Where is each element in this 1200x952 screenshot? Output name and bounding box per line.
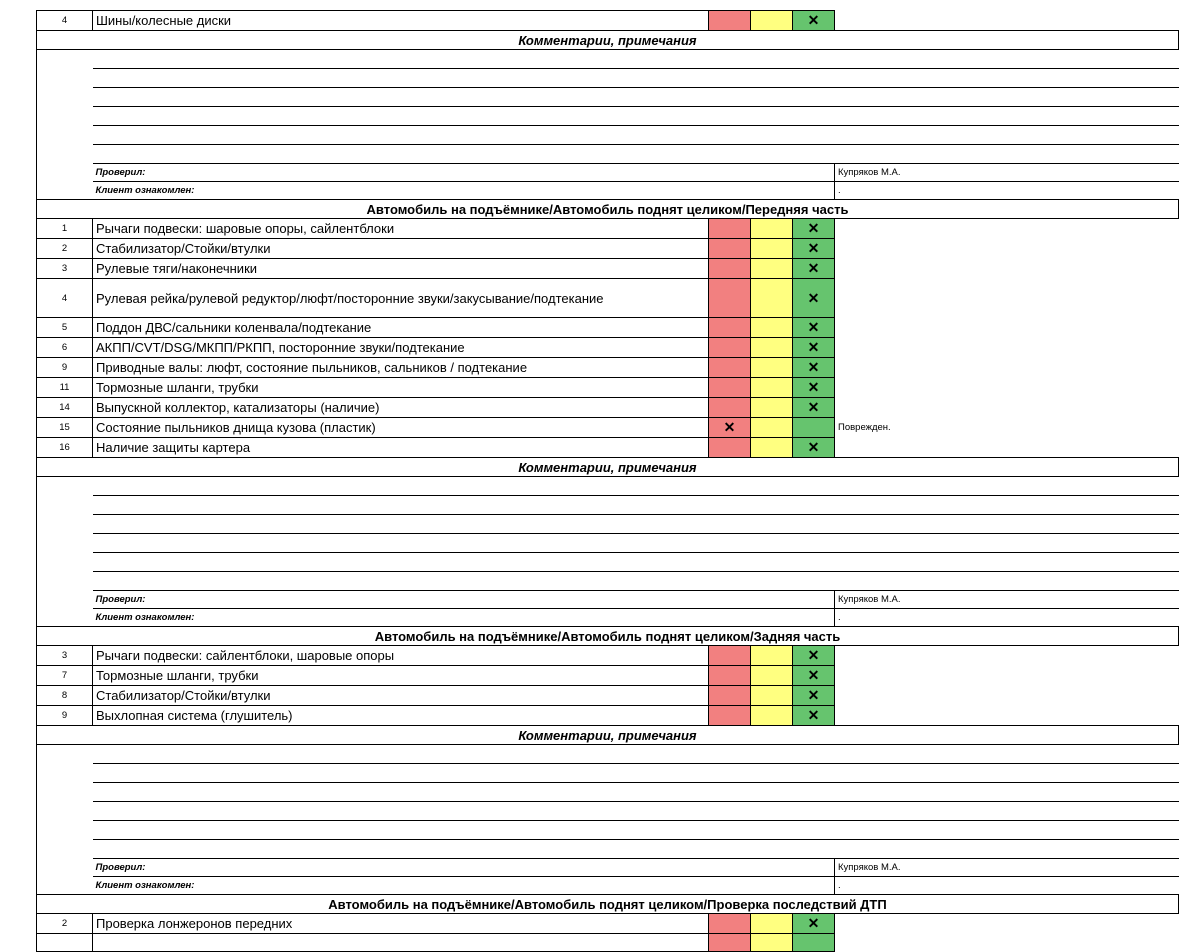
item-label: Шины/колесные диски [93, 11, 709, 31]
check-mark-icon: ✕ [793, 358, 835, 378]
comment-line [37, 126, 1179, 145]
item-number: 2 [37, 239, 93, 259]
comment-line [37, 745, 1179, 764]
status-red-cell [709, 934, 751, 952]
status-yellow-cell [751, 398, 793, 418]
checklist-row [37, 338, 1179, 358]
comment-input-line [93, 572, 1179, 591]
status-yellow-cell [751, 706, 793, 726]
section-header-row [37, 627, 1179, 646]
checklist-row [37, 11, 1179, 31]
status-red-cell [709, 438, 751, 458]
item-number: 3 [37, 259, 93, 279]
item-note [835, 239, 1179, 259]
status-yellow-cell [751, 318, 793, 338]
checklist-row [37, 438, 1179, 458]
status-yellow-cell [751, 646, 793, 666]
item-label: Выхлопная система (глушитель) [93, 706, 709, 726]
comments-header-row [37, 726, 1179, 745]
checked-by-label: Проверил: [93, 859, 835, 877]
comment-margin [37, 553, 93, 572]
comment-line [37, 821, 1179, 840]
item-number [37, 934, 93, 952]
status-red-cell [709, 398, 751, 418]
status-red-cell [709, 259, 751, 279]
comment-line [37, 764, 1179, 783]
check-mark-icon: ✕ [793, 666, 835, 686]
comment-margin [37, 126, 93, 145]
item-note [835, 11, 1179, 31]
check-mark-icon: ✕ [793, 239, 835, 259]
section-title: Автомобиль на подъёмнике/Автомобиль поднят целиком/Задняя часть [37, 627, 1179, 646]
inspection-table [36, 10, 1179, 952]
comment-line [37, 802, 1179, 821]
checklist-row [37, 259, 1179, 279]
status-yellow-cell [751, 239, 793, 259]
item-number: 9 [37, 706, 93, 726]
item-note [835, 914, 1179, 934]
comments-header-row [37, 458, 1179, 477]
section-header-row [37, 895, 1179, 914]
checked-by-value: Купряков М.А. [835, 164, 1179, 182]
status-red-cell [709, 358, 751, 378]
item-note [835, 219, 1179, 239]
comment-margin [37, 764, 93, 783]
item-number: 2 [37, 914, 93, 934]
item-number: 16 [37, 438, 93, 458]
item-number: 4 [37, 11, 93, 31]
comment-line [37, 50, 1179, 69]
comment-margin [37, 572, 93, 591]
checklist-row [37, 686, 1179, 706]
comment-input-line [93, 88, 1179, 107]
item-note [835, 378, 1179, 398]
item-label: Стабилизатор/Стойки/втулки [93, 686, 709, 706]
check-mark-icon: ✕ [793, 398, 835, 418]
status-yellow-cell [751, 219, 793, 239]
section-title: Автомобиль на подъёмнике/Автомобиль поднят целиком/Проверка последствий ДТП [37, 895, 1179, 914]
comment-line [37, 496, 1179, 515]
item-label: Поддон ДВС/сальники коленвала/подтекание [93, 318, 709, 338]
status-green-cell [793, 934, 835, 952]
comment-input-line [93, 745, 1179, 764]
item-number: 6 [37, 338, 93, 358]
item-label: Рулевые тяги/наконечники [93, 259, 709, 279]
comment-line [37, 515, 1179, 534]
checklist-row [37, 706, 1179, 726]
item-note [835, 706, 1179, 726]
status-yellow-cell [751, 666, 793, 686]
comments-header: Комментарии, примечания [37, 31, 1179, 50]
checklist-row [37, 318, 1179, 338]
item-label: Выпускной коллектор, катализаторы (наличие) [93, 398, 709, 418]
comment-margin [37, 515, 93, 534]
status-red-cell [709, 378, 751, 398]
client-acknowledged-label: Клиент ознакомлен: [93, 877, 835, 895]
status-red-cell [709, 338, 751, 358]
status-yellow-cell [751, 934, 793, 952]
check-mark-icon: ✕ [793, 378, 835, 398]
comment-input-line [93, 553, 1179, 572]
comment-margin [37, 88, 93, 107]
item-note [835, 438, 1179, 458]
item-note [835, 398, 1179, 418]
comment-line [37, 534, 1179, 553]
section-title: Автомобиль на подъёмнике/Автомобиль поднят целиком/Передняя часть [37, 200, 1179, 219]
comment-line [37, 840, 1179, 859]
check-mark-icon: ✕ [793, 646, 835, 666]
comment-input-line [93, 821, 1179, 840]
item-number: 14 [37, 398, 93, 418]
item-label: Наличие защиты картера [93, 438, 709, 458]
item-label: Рычаги подвески: сайлентблоки, шаровые опоры [93, 646, 709, 666]
client-acknowledged-row [37, 877, 1179, 895]
status-red-cell [709, 239, 751, 259]
status-yellow-cell [751, 914, 793, 934]
comment-input-line [93, 840, 1179, 859]
comments-header: Комментарии, примечания [37, 726, 1179, 745]
comment-input-line [93, 802, 1179, 821]
comment-line [37, 477, 1179, 496]
status-yellow-cell [751, 418, 793, 438]
comment-margin [37, 783, 93, 802]
checklist-row [37, 666, 1179, 686]
item-label: Состояние пыльников днища кузова (пластик) [93, 418, 709, 438]
checklist-row [37, 219, 1179, 239]
item-label: Рулевая рейка/рулевой редуктор/люфт/посторонние звуки/закусывание/подтекание [93, 279, 709, 318]
item-label: Стабилизатор/Стойки/втулки [93, 239, 709, 259]
sign-margin [37, 877, 93, 895]
check-mark-icon: ✕ [793, 279, 835, 318]
client-acknowledged-value: . [835, 877, 1179, 895]
comment-input-line [93, 783, 1179, 802]
status-yellow-cell [751, 438, 793, 458]
checklist-row [37, 239, 1179, 259]
item-number: 5 [37, 318, 93, 338]
item-note [835, 338, 1179, 358]
comment-input-line [93, 515, 1179, 534]
section-header-row [37, 200, 1179, 219]
comment-line [37, 69, 1179, 88]
checklist-row [37, 279, 1179, 318]
item-number: 4 [37, 279, 93, 318]
item-number: 9 [37, 358, 93, 378]
client-acknowledged-label: Клиент ознакомлен: [93, 609, 835, 627]
comment-input-line [93, 126, 1179, 145]
comment-line [37, 145, 1179, 164]
sign-margin [37, 591, 93, 609]
comment-input-line [93, 69, 1179, 88]
status-red-cell [709, 686, 751, 706]
check-mark-icon: ✕ [793, 706, 835, 726]
comment-margin [37, 534, 93, 553]
check-mark-icon: ✕ [793, 338, 835, 358]
comment-input-line [93, 764, 1179, 783]
checked-by-value: Купряков М.А. [835, 591, 1179, 609]
comment-input-line [93, 145, 1179, 164]
check-mark-icon: ✕ [793, 438, 835, 458]
item-number: 15 [37, 418, 93, 438]
comment-margin [37, 745, 93, 764]
comment-line [37, 88, 1179, 107]
check-mark-icon: ✕ [793, 219, 835, 239]
status-red-cell [709, 11, 751, 31]
status-red-cell [709, 279, 751, 318]
item-label: АКПП/CVT/DSG/МКПП/РКПП, посторонние звуки/подтекание [93, 338, 709, 358]
item-number: 7 [37, 666, 93, 686]
item-note [835, 934, 1179, 952]
item-note: Поврежден. [835, 418, 1179, 438]
checklist-row [37, 378, 1179, 398]
check-mark-icon: ✕ [793, 686, 835, 706]
check-mark-icon: ✕ [793, 11, 835, 31]
status-red-cell [709, 318, 751, 338]
check-mark-icon: ✕ [793, 318, 835, 338]
comment-line [37, 783, 1179, 802]
checked-by-value: Купряков М.А. [835, 859, 1179, 877]
comment-line [37, 572, 1179, 591]
item-note [835, 358, 1179, 378]
comment-margin [37, 145, 93, 164]
item-note [835, 666, 1179, 686]
item-label: Тормозные шланги, трубки [93, 378, 709, 398]
item-label: Рычаги подвески: шаровые опоры, сайлентблоки [93, 219, 709, 239]
inspection-sheet [36, 10, 1178, 952]
comment-margin [37, 50, 93, 69]
comments-header-row [37, 31, 1179, 50]
status-red-cell [709, 219, 751, 239]
item-number: 11 [37, 378, 93, 398]
comment-margin [37, 496, 93, 515]
comment-line [37, 107, 1179, 126]
sign-margin [37, 609, 93, 627]
sign-margin [37, 182, 93, 200]
item-label: Приводные валы: люфт, состояние пыльников, сальников / подтекание [93, 358, 709, 378]
item-note [835, 259, 1179, 279]
status-red-cell [709, 706, 751, 726]
checklist-row [37, 418, 1179, 438]
status-red-cell [709, 666, 751, 686]
status-yellow-cell [751, 11, 793, 31]
item-note [835, 646, 1179, 666]
comment-input-line [93, 496, 1179, 515]
item-note [835, 686, 1179, 706]
checklist-row [37, 398, 1179, 418]
checked-by-label: Проверил: [93, 591, 835, 609]
client-acknowledged-row [37, 609, 1179, 627]
checklist-row [37, 358, 1179, 378]
comment-margin [37, 840, 93, 859]
comment-margin [37, 821, 93, 840]
item-label: Проверка лонжеронов передних [93, 914, 709, 934]
comment-margin [37, 477, 93, 496]
checked-by-label: Проверил: [93, 164, 835, 182]
checked-by-row [37, 164, 1179, 182]
item-note [835, 279, 1179, 318]
status-red-cell [709, 914, 751, 934]
check-mark-icon: ✕ [793, 259, 835, 279]
comment-margin [37, 107, 93, 126]
comment-margin [37, 802, 93, 821]
status-green-cell [793, 418, 835, 438]
client-acknowledged-value: . [835, 182, 1179, 200]
sign-margin [37, 859, 93, 877]
client-acknowledged-value: . [835, 609, 1179, 627]
item-number: 3 [37, 646, 93, 666]
comments-header: Комментарии, примечания [37, 458, 1179, 477]
item-label [93, 934, 709, 952]
comment-margin [37, 69, 93, 88]
sign-margin [37, 164, 93, 182]
checked-by-row [37, 591, 1179, 609]
check-mark-icon: ✕ [793, 914, 835, 934]
status-yellow-cell [751, 279, 793, 318]
comment-input-line [93, 534, 1179, 553]
status-red-cell [709, 646, 751, 666]
status-yellow-cell [751, 338, 793, 358]
comment-line [37, 553, 1179, 572]
check-mark-icon: ✕ [709, 418, 751, 438]
item-number: 1 [37, 219, 93, 239]
checked-by-row [37, 859, 1179, 877]
comment-input-line [93, 50, 1179, 69]
comment-input-line [93, 477, 1179, 496]
checklist-row [37, 914, 1179, 934]
client-acknowledged-row [37, 182, 1179, 200]
item-note [835, 318, 1179, 338]
status-yellow-cell [751, 358, 793, 378]
checklist-row-partial [37, 934, 1179, 952]
comment-input-line [93, 107, 1179, 126]
status-yellow-cell [751, 378, 793, 398]
item-label: Тормозные шланги, трубки [93, 666, 709, 686]
checklist-row [37, 646, 1179, 666]
status-yellow-cell [751, 686, 793, 706]
status-yellow-cell [751, 259, 793, 279]
item-number: 8 [37, 686, 93, 706]
client-acknowledged-label: Клиент ознакомлен: [93, 182, 835, 200]
